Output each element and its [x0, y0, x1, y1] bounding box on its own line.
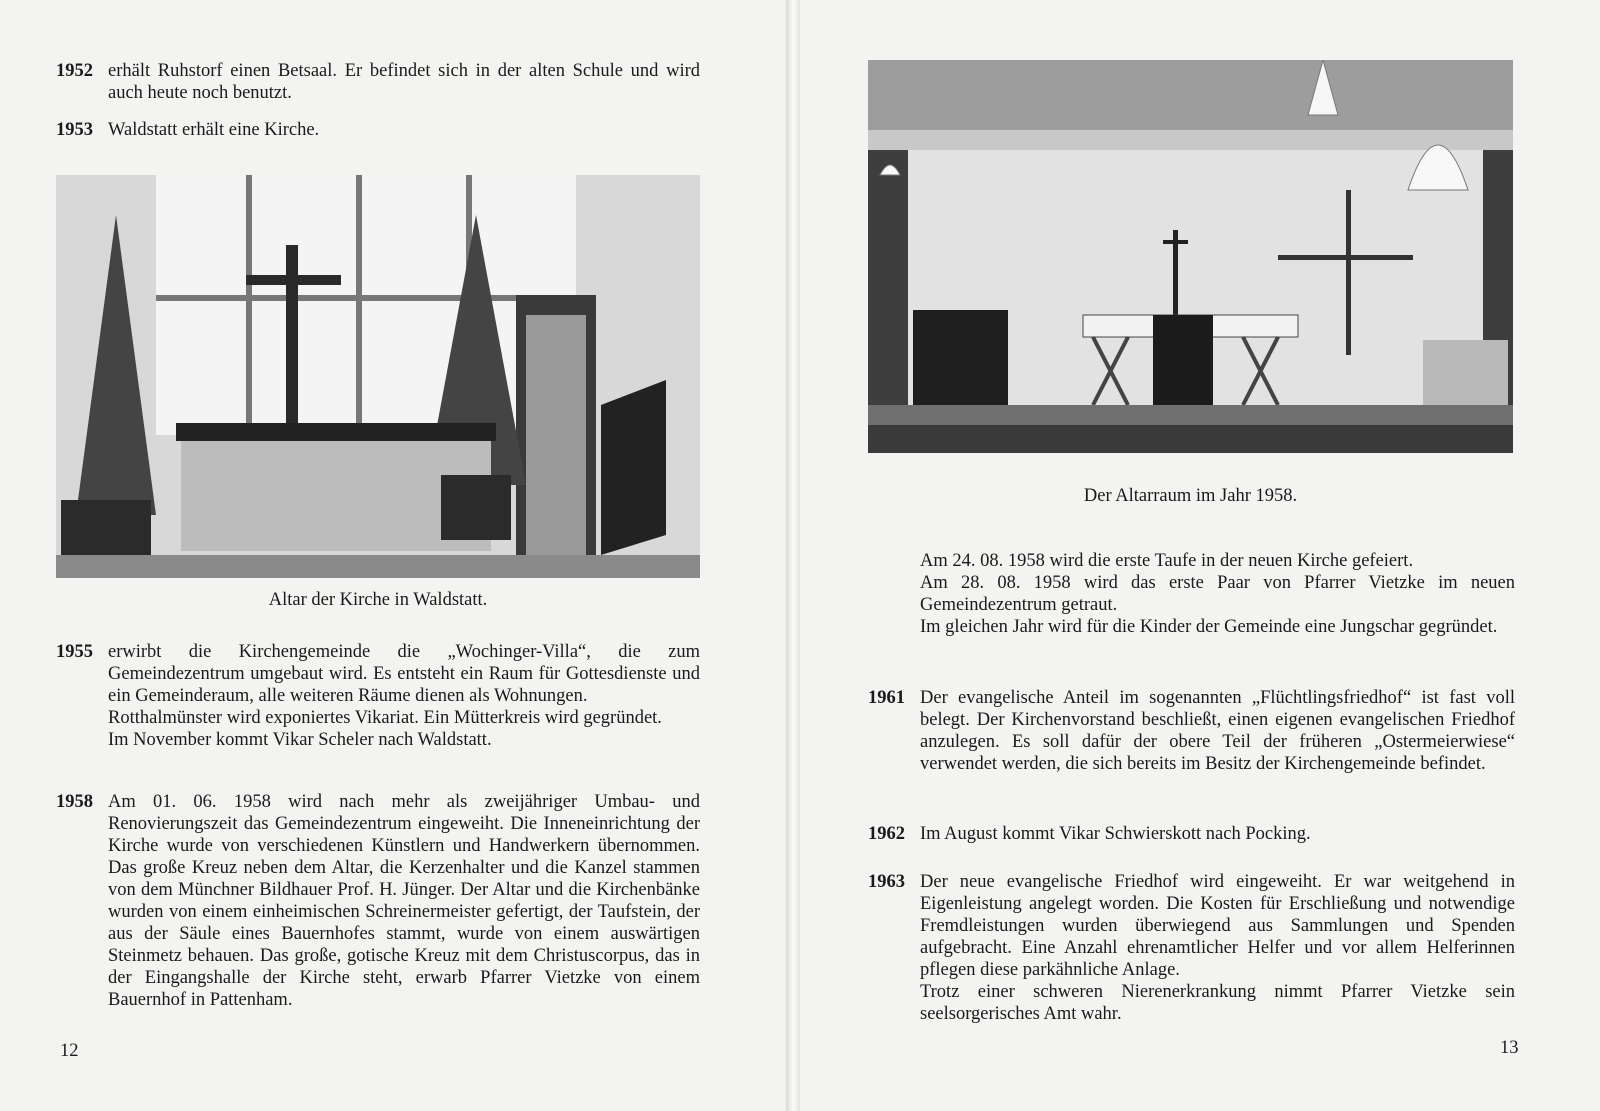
entry-1952 [56, 60, 700, 104]
page-number: 12 [60, 1041, 79, 1061]
altarraum-1958-photo [868, 60, 1513, 453]
entry-text: Am 24. 08. 1958 wird die erste Taufe in der neuen Kirche gefeiert. [920, 551, 1414, 571]
entry-text: Im November kommt Vikar Scheler nach Waldstatt. [108, 730, 492, 750]
entry-text: Der neue evangelische Friedhof wird eingeweiht. Er war weitgehend in Eigenleistung angelegt worden. Die Kosten für Erschließung und notwendige Fremdleistungen wurden überwiegend aus Sammlungen und Spenden aufgebracht. Eine Anzahl ehrenamtlicher Helfer und vor allem Helferinnen pflegen diese parkähnliche Anlage. [920, 872, 1515, 980]
entry-1963 [868, 871, 1515, 1025]
entry-year: 1961 [868, 688, 905, 708]
entry-year: 1955 [56, 642, 93, 662]
page-number: 13 [1500, 1038, 1519, 1058]
right-page [800, 0, 1600, 1111]
entry-text: Der evangelische Anteil im sogenannten „Flüchtlingsfriedhof“ ist fast voll belegt. Der Kirchenvorstand beschließt, einen eigenen evangelischen Friedhof anzulegen. Es soll dafür der obere Teil der früheren „Ostermeierwiese“ verwendet werden, die sich bereits im Besitz der Kirchengemeinde befindet. [920, 688, 1515, 774]
entry-text: Waldstatt erhält eine Kirche. [108, 120, 320, 140]
entry-text: erwirbt die Kirchengemeinde die „Wochinger-Villa“, die zum Gemeindezentrum umgebaut wird. Es entsteht ein Raum für Gottesdienste und ein Gemeinderaum, alle weiteren Räume dienen als Wohnungen. [108, 642, 700, 706]
entry-1958 [56, 791, 700, 1011]
entry-1958-intro [920, 550, 1515, 638]
altar-waldstatt-photo [56, 175, 700, 578]
entry-1961 [868, 687, 1515, 775]
entry-text: Am 28. 08. 1958 wird das erste Paar von Pfarrer Vietzke im neuen Gemeindezentrum getraut. [920, 573, 1515, 615]
entry-1953 [56, 119, 700, 141]
photo-caption: Altar der Kirche in Waldstatt. [268, 590, 488, 610]
entry-year: 1952 [56, 61, 93, 81]
entry-year: 1963 [868, 872, 905, 892]
entry-1962 [868, 823, 1515, 845]
entry-year: 1953 [56, 120, 93, 140]
photo-caption: Der Altarraum im Jahr 1958. [1083, 486, 1298, 506]
entry-text: Im August kommt Vikar Schwierskott nach Pocking. [920, 824, 1311, 844]
entry-year: 1958 [56, 792, 93, 812]
entry-text: Im gleichen Jahr wird für die Kinder der Gemeinde eine Jungschar gegründet. [920, 617, 1498, 637]
entry-text: erhält Ruhstorf einen Betsaal. Er befindet sich in der alten Schule und wird auch heute noch benutzt. [108, 61, 700, 103]
entry-text: Trotz einer schweren Nierenerkrankung nimmt Pfarrer Vietzke sein seelsorgerisches Amt wahr. [920, 982, 1515, 1024]
entry-text: Rotthalmünster wird exponiertes Vikariat. Ein Mütterkreis wird gegründet. [108, 708, 662, 728]
entry-text: Am 01. 06. 1958 wird nach mehr als zweijähriger Umbau- und Renovierungszeit das Gemeindezentrum eingeweiht. Die Inneneinrichtung der Kirche wurde von verschiedenen Künstlern und Handwerkern übernommen. Das große Kreuz neben dem Altar, die Kerzenhalter und die Kanzel stammen von dem Münchner Bildhauer Prof. H. Jünger. Der Altar und die Kirchenbänke wurden von einem einheimischen Schreinermeister gefertigt, der Taufstein, der aus der Säule eines Bauernhofes stammt, wurde von einem auswärtigen Steinmetz behauen. Das große, gotische Kreuz mit dem Christuscorpus, das in der Eingangshalle der Kirche steht, erwarb Pfarrer Vietzke von einem Bauernhof in Pattenham. [108, 792, 700, 1010]
entry-1955 [56, 641, 700, 751]
entry-year: 1962 [868, 824, 905, 844]
left-page [0, 0, 790, 1111]
